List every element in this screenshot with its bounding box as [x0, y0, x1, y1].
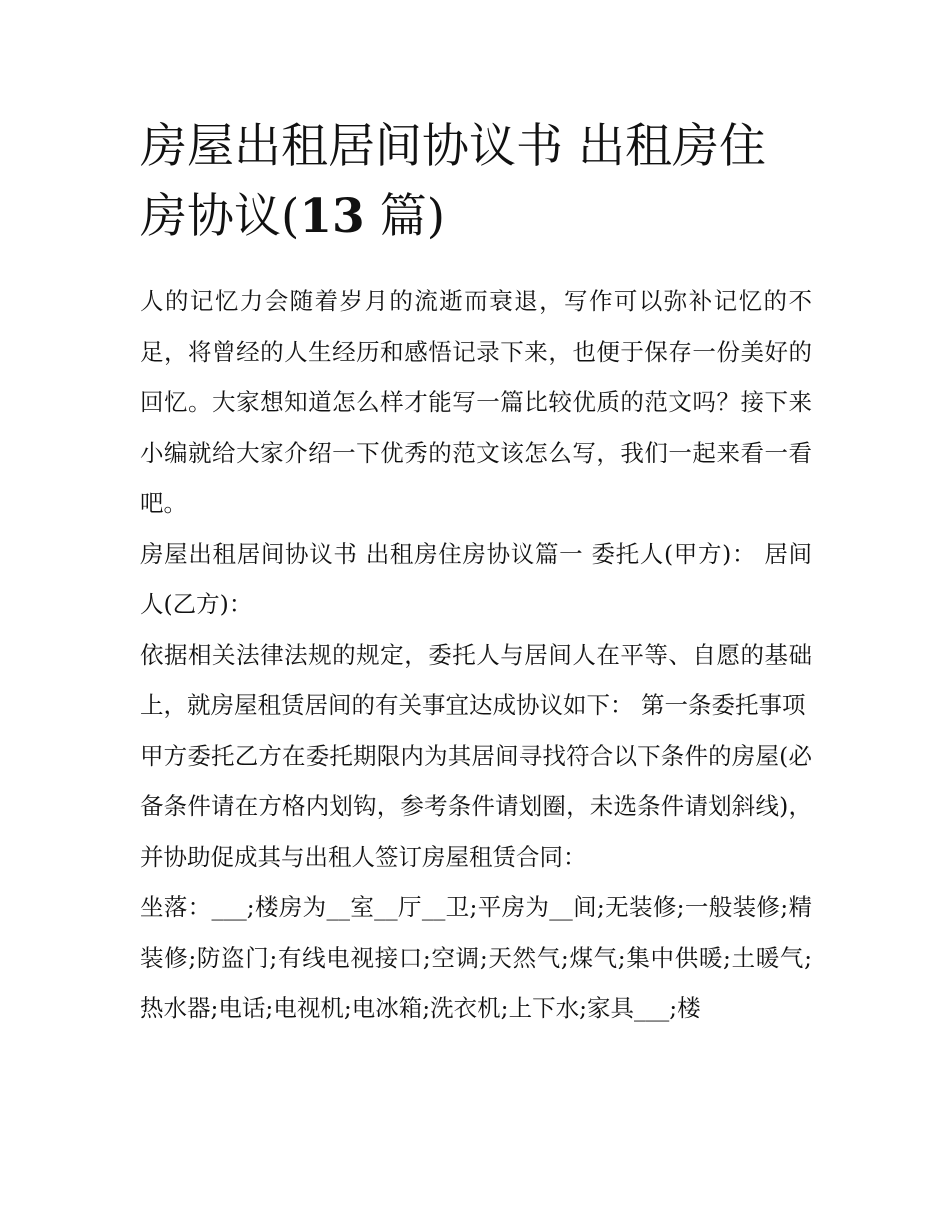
title-prefix: 房屋出租居间协议书 出租房住房协议(	[140, 119, 766, 244]
agreement-heading-paragraph: 房屋出租居间协议书 出租房住房协议篇一 委托人(甲方)： 居间人(乙方)：	[140, 539, 812, 618]
document-body	[140, 276, 812, 1034]
document-page	[140, 112, 812, 1034]
title-number: 13	[299, 189, 365, 244]
entrust-paragraph: 甲方委托乙方在委托期限内为其居间寻找符合以下条件的房屋(必备条件请在方格内划钩，参考条件请划圈，未选条件请划斜线)，并协助促成其与出租人签订房屋租赁合同：	[140, 741, 812, 871]
basis-paragraph: 依据相关法律法规的规定，委托人与居间人在平等、自愿的基础上，就房屋租赁居间的有关事宜达成协议如下： 第一条委托事项	[140, 640, 812, 719]
document-title	[140, 112, 812, 252]
intro-paragraph: 人的记忆力会随着岁月的流逝而衰退，写作可以弥补记忆的不足，将曾经的人生经历和感悟记录下来，也便于保存一份美好的回忆。大家想知道怎么样才能写一篇比较优质的范文吗？接下来小编就给大家介绍一下优秀的范文该怎么写，我们一起来看一看吧。	[140, 287, 812, 517]
conditions-paragraph: 坐落：___;楼房为__室__厅__卫;平房为__间;无装修;一般装修;精装修;防盗门;有线电视接口;空调;天然气;煤气;集中供暖;土暖气;热水器;电话;电视机;电冰箱;洗衣机;上下水;家具___;楼	[140, 893, 812, 1022]
title-suffix: 篇)	[364, 189, 446, 244]
